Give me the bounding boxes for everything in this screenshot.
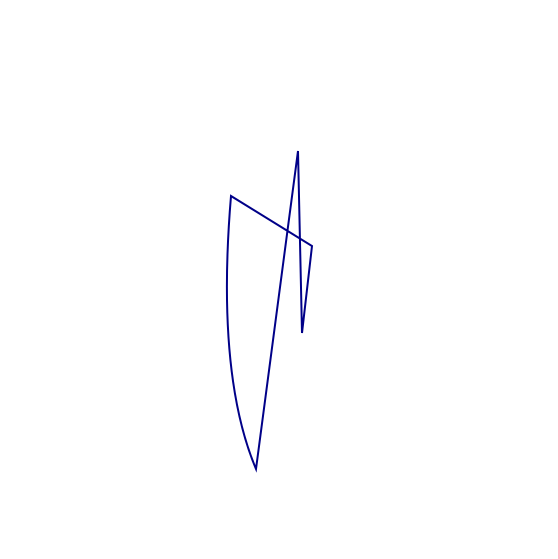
polyline-stroke bbox=[227, 151, 312, 469]
